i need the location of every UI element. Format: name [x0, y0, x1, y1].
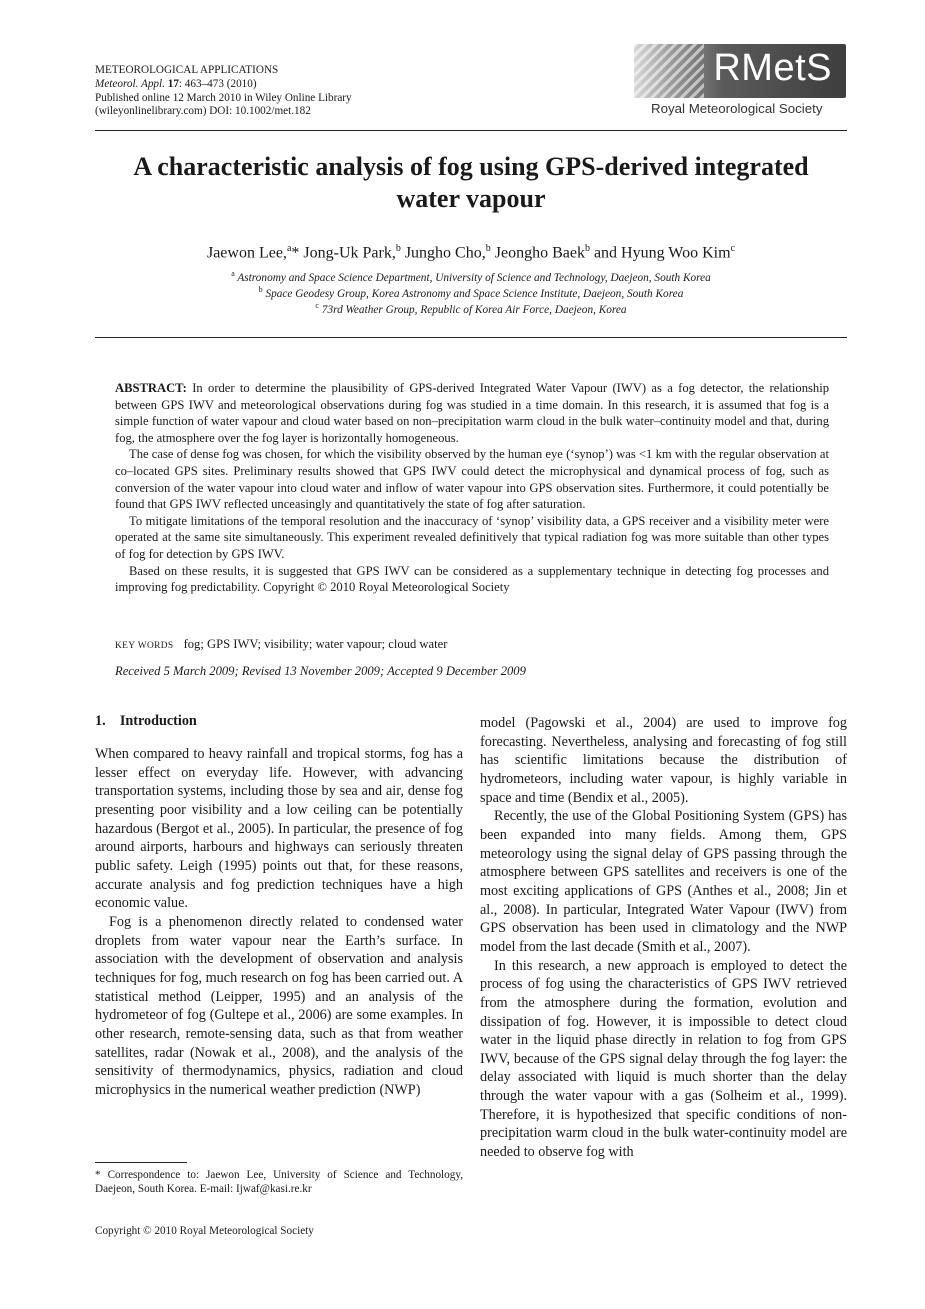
- journal-info: [95, 64, 352, 119]
- affiliation-text: Space Geodesy Group, Korea Astronomy and Space Science Institute, Daejeon, South Korea: [265, 287, 684, 300]
- journal-name: METEOROLOGICAL APPLICATIONS: [95, 64, 279, 76]
- received-dates: Received 5 March 2009; Revised 13 November 2009; Accepted 9 December 2009: [115, 664, 526, 678]
- abstract-paragraph: Based on these results, it is suggested that GPS IWV can be considered as a supplementary technique in detecting fog processes and improving fog predictability. Copyright © 2010 Royal Meteorological Society: [115, 563, 829, 595]
- citation-pages: : 463–473 (2010): [178, 77, 257, 90]
- logo-word: RMetS: [713, 47, 832, 89]
- body-paragraph: Fog is a phenomenon directly related to condensed water droplets from water vapour near the Earth’s surface. In association with the development of observation and analysis techniques for fog, much research on fog has been carried out. A statistical method (Leipper, 1995) and an analysis of the hydrometeor of fog (Gultepe et al., 2006) are some examples. In other research, remote-sensing data, such as that from weather satellites, radar (Nowak et al., 2008), and the analysis of the sensitivity of thermodynamics, physics, radiation and cloud microphysics in the numerical weather prediction (NWP): [95, 913, 463, 1098]
- affiliation-text: 73rd Weather Group, Republic of Korea Air Force, Daejeon, Korea: [321, 303, 627, 316]
- title-line-1: A characteristic analysis of fog using GPS-derived integrated: [133, 152, 809, 181]
- affiliation-sup: c: [315, 301, 319, 310]
- author-affil-sup: a: [286, 243, 292, 254]
- abstract: [115, 380, 829, 596]
- author: Jungho Cho,: [404, 244, 486, 262]
- citation-volume: 17: [167, 77, 179, 90]
- abstract-paragraph: [115, 380, 829, 446]
- paper-title: [95, 151, 847, 215]
- author: Jaewon Lee,: [206, 244, 287, 262]
- logo-subtitle: Royal Meteorological Society: [651, 101, 823, 116]
- journal-citation: [95, 78, 352, 92]
- author: Jong-Uk Park,: [303, 244, 396, 262]
- header-rule: [95, 130, 847, 131]
- author: and Hyung Woo Kim: [593, 244, 731, 262]
- copyright-line: Copyright © 2010 Royal Meteorological Society: [95, 1225, 314, 1237]
- body-paragraph: model (Pagowski et al., 2004) are used to improve fog forecasting. Nevertheless, analysing and forecasting of fog still has scientific limitations because the distribution of hydrometeors, including water vapour, is highly variable in space and time (Bendix et al., 2005).: [480, 715, 847, 806]
- left-column: [95, 745, 463, 1099]
- author-affil-sup: b: [485, 243, 491, 254]
- keywords-text: fog; GPS IWV; visibility; water vapour; cloud water: [183, 637, 448, 651]
- affiliation-text: Astronomy and Space Science Department, University of Science and Technology, Daejeon, South Korea: [237, 271, 711, 284]
- body-paragraph: Recently, the use of the Global Positioning System (GPS) has been expanded into many fields. Among them, GPS meteorology using the signal delay of GPS passing through the atmosphere between GPS satellites and receivers is one of the most exciting applications of GPS (Anthes et al., 2008; Jin et al., 2008). In particular, Integrated Water Vapour (IWV) from GPS observation has been used in climatology and the NWP model from the last decade (Smith et al., 2007).: [480, 808, 847, 955]
- footnote-rule: [95, 1162, 187, 1163]
- affiliation-sup: a: [231, 269, 235, 278]
- keywords-line: [115, 637, 447, 652]
- abstract-text: In order to determine the plausibility of GPS-derived Integrated Water Vapour (IWV) as a fog detector, the relationship between GPS IWV and meteorological observations during fog was studied in a time domain. In this research, it is assumed that fog is a simple function of water vapour and cloud water based on non–precipitation warm cloud in the bulk water–continuity model and that, during fog, the atmosphere over the fog layer is horizontally homogeneous.: [115, 381, 829, 445]
- published-line: Published online 12 March 2010 in Wiley Online Library: [95, 91, 352, 104]
- title-rule: [95, 337, 847, 338]
- logo-banner: [634, 44, 846, 98]
- affiliation-sup: b: [258, 285, 263, 294]
- body-paragraph: When compared to heavy rainfall and tropical storms, fog has a lesser effect on everyday life. However, with advancing transportation systems, including those by sea and air, dense fog presenting poor visibility and a low ceiling can be potentially hazardous (Bergot et al., 2005). In particular, the presence of fog around airports, harbours and highways can seriously threaten public safety. Leigh (1995) points out that, for these reasons, accurate analysis and fog prediction techniques have a high economic value.: [95, 746, 463, 912]
- abstract-label: ABSTRACT:: [115, 381, 187, 395]
- correspondence-mark: *: [291, 244, 300, 262]
- keywords-label: KEY WORDS: [115, 641, 174, 651]
- logo-stripes: [634, 44, 704, 98]
- citation-journal: Meteorol. Appl.: [95, 77, 165, 90]
- body-paragraph: In this research, a new approach is employed to detect the process of fog using the characteristics of GPS IWV retrieved from the atmosphere during the formation, evolution and dissipation of fog. However, it is impossible to detect cloud water in the liquid phase directly in relation to fog from GPS IWV, because of the GPS signal delay through the fog layer: the delay associated with liquid is much shorter than the delay through the water vapour with a gas (Solheim et al., 1999). Therefore, it is hypothesized that specific conditions of non-precipitation warm cloud in the bulk water-continuity model are needed to observe fog with: [480, 957, 847, 1161]
- author-affil-sup: b: [395, 243, 401, 254]
- abstract-paragraph: The case of dense fog was chosen, for which the visibility observed by the human eye (‘synop’) was <1 km with the regular observation at co–located GPS sites. Preliminary results showed that GPS IWV could detect the microphysical and dynamical process of fog, such as conversion of the water vapour into cloud water and inflow of water vapour into GPS observation sites. Furthermore, it could potentially be found that GPS IWV reflected unceasingly and quantitatively the state of fog after saturation.: [115, 447, 829, 512]
- doi-line: (wileyonlinelibrary.com) DOI: 10.1002/met.182: [95, 105, 311, 118]
- footnote: * Correspondence to: Jaewon Lee, University of Science and Technology, Daejeon, South Korea. E-mail: Ijwaf@kasi.re.kr: [95, 1169, 463, 1196]
- abstract-paragraph: To mitigate limitations of the temporal resolution and the inaccuracy of ‘synop’ visibility data, a GPS receiver and a visibility meter were operated at the same site simultaneously. This experiment revealed definitively that typical radiation fog was more suitable than other types of fog for detection by GPS IWV.: [115, 513, 829, 561]
- affiliation: [95, 299, 847, 317]
- author-affil-sup: c: [730, 243, 736, 254]
- right-column: [480, 714, 847, 1162]
- author-list: [95, 239, 847, 263]
- title-line-2: water vapour: [396, 184, 546, 213]
- author: Jeongho Baek: [494, 244, 585, 262]
- author-affil-sup: b: [584, 243, 590, 254]
- rmets-logo: [634, 44, 846, 122]
- section-heading: 1. Introduction: [95, 713, 197, 729]
